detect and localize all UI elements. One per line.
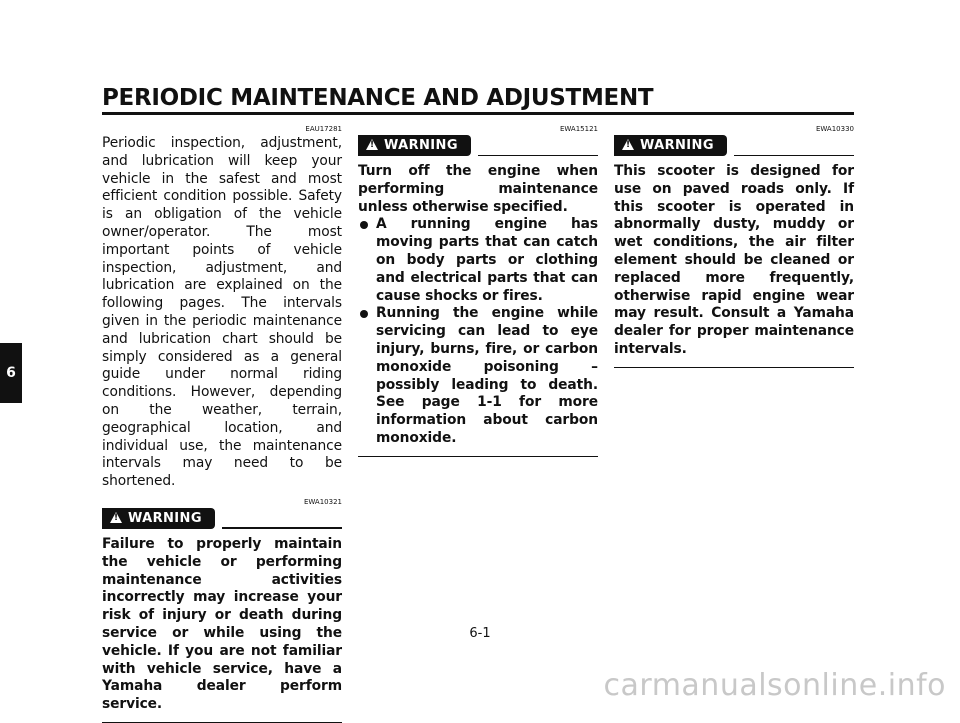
- title-rule: [102, 112, 854, 115]
- list-item-text: Running the engine while servicing can lead to eye injury, burns, fire, or carbon monoxide poisoning – possibly leading to death. See page 1-1 for more information about carbon monoxide.: [376, 305, 598, 446]
- list-item-text: A running engine has moving parts that can catch on body parts or clothing and electrical parts that can cause shocks or fires.: [376, 216, 598, 304]
- warning-label: WARNING: [384, 138, 458, 153]
- warning-code: EWA10330: [815, 125, 854, 133]
- intro-paragraph: Periodic inspection, adjustment, and lubrication will keep your vehicle in the safest and most efficient condition possible. Safety is an obligation of the vehicle owner/operator. The most important points of vehicle inspection, adjustment, and lubrication are explained on the following pages. The intervals given in the periodic maintenance and lubrication chart should be simply considered as a general guide under normal riding conditions. However, depending on the weather, terrain, geographical location, and individual use, the maintenance intervals may need to be shortened.: [102, 135, 342, 490]
- warning-header: [614, 135, 854, 159]
- warning-badge: [102, 508, 215, 529]
- warning-badge: [358, 135, 471, 156]
- chapter-tab: 6: [0, 343, 22, 403]
- list-item: [360, 305, 598, 447]
- warning-end-rule: [614, 367, 854, 369]
- warning-label: WARNING: [128, 510, 202, 526]
- bullet-icon: [360, 310, 368, 318]
- watermark: carmanualsonline.info: [603, 668, 946, 703]
- warning-code: EWA10321: [303, 497, 342, 506]
- column-scooter-warning: [614, 118, 854, 368]
- column-engine-warning: [358, 118, 598, 457]
- bullet-icon: [360, 221, 368, 229]
- warning-rule: [222, 527, 342, 529]
- warning-label: WARNING: [640, 138, 714, 153]
- list-item: [360, 216, 598, 305]
- warning-rule: [478, 155, 598, 157]
- warning-code: EWA15121: [559, 125, 598, 133]
- warning-header: [358, 135, 598, 159]
- warning-text: This scooter is designed for use on paved roads only. If this scooter is operated in abnormally dusty, muddy or wet conditions, the air filter element should be cleaned or replaced more frequently, otherwise rapid engine wear may result. Consult a Yamaha dealer for proper maintenance intervals.: [614, 163, 854, 357]
- warning-badge: [614, 135, 727, 156]
- page-title: PERIODIC MAINTENANCE AND ADJUSTMENT: [102, 85, 654, 111]
- section-code: EAU17281: [305, 125, 342, 133]
- warning-triangle-icon: [622, 139, 634, 150]
- warning-text: Failure to properly maintain the vehicle or performing maintenance activities incorrectly may increase your risk of injury or death during service or while using the vehicle. If you are not familiar with vehicle service, have a Yamaha dealer perform service.: [102, 535, 342, 713]
- warning-header: [102, 508, 342, 532]
- page-number: 6-1: [469, 626, 491, 641]
- warning-rule: [734, 155, 854, 157]
- warning-list: [358, 216, 598, 447]
- warning-end-rule: [358, 456, 598, 458]
- warning-text: Turn off the engine when performing maintenance unless otherwise specified.: [358, 163, 598, 215]
- warning-triangle-icon: [366, 139, 378, 150]
- warning-triangle-icon: [110, 512, 122, 523]
